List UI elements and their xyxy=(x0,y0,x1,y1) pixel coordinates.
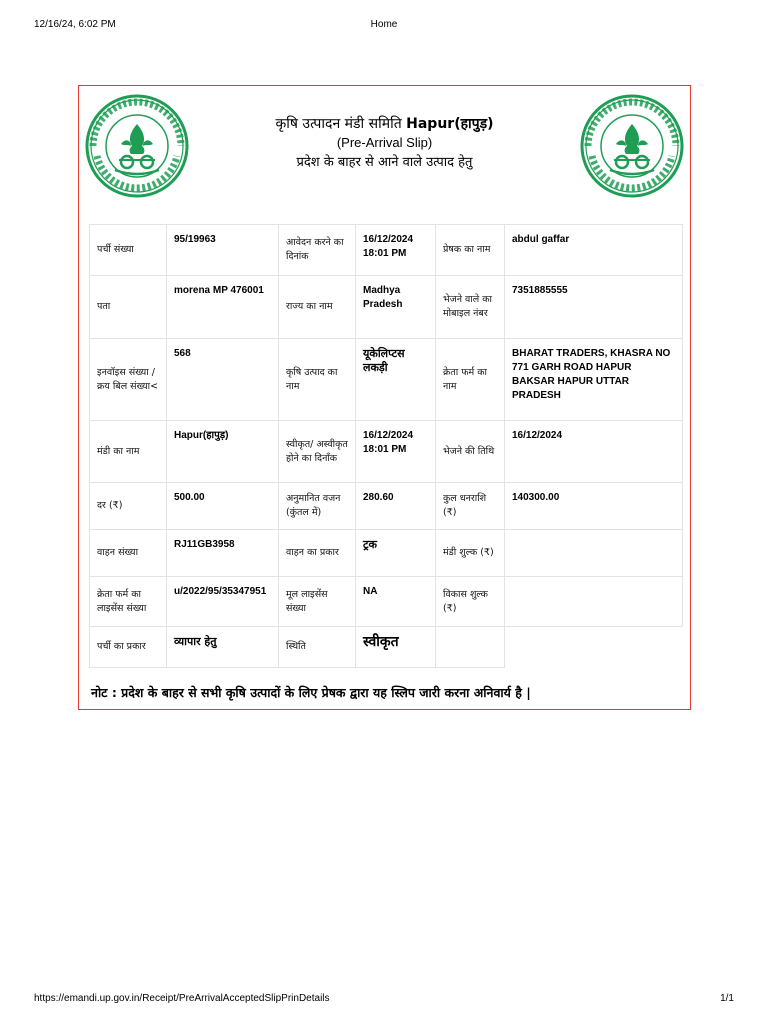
field-value: 500.00 xyxy=(167,483,279,530)
table-row xyxy=(90,421,683,483)
field-label: कुल धनराशि (₹) xyxy=(436,483,505,530)
heading-purpose: प्रदेश के बाहर से आने वाले उत्पाद हेतु xyxy=(296,155,473,170)
field-value: 95/19963 xyxy=(167,225,279,276)
empty-cell xyxy=(505,627,683,668)
field-value: 16/12/2024 18:01 PM xyxy=(356,225,436,276)
field-label: प्रेषक का नाम xyxy=(436,225,505,276)
field-value: 280.60 xyxy=(356,483,436,530)
field-label: विकास शुल्क (₹) xyxy=(436,577,505,627)
table-row xyxy=(90,530,683,577)
page-url: https://emandi.up.gov.in/Receipt/PreArrivalAcceptedSlipPrinDetails xyxy=(34,993,330,1004)
field-value: 16/12/2024 xyxy=(505,421,683,483)
field-value: BHARAT TRADERS, KHASRA NO 771 GARH ROAD HAPUR BAKSAR HAPUR UTTAR PRADESH xyxy=(505,339,683,421)
mandi-parishad-seal-icon xyxy=(85,94,189,198)
slip-note: नोट : प्रदेश के बाहर से सभी कृषि उत्पादों के लिए प्रेषक द्वारा यह स्लिप जारी करना अनिवार्य है | xyxy=(91,685,531,700)
print-footer xyxy=(34,993,734,1007)
heading-city: Hapur(हापुड़) xyxy=(406,116,494,132)
table-row xyxy=(90,483,683,530)
field-label: स्वीकृत/ अस्वीकृत होने का दिनाँक xyxy=(279,421,356,483)
heading-org: कृषि उत्पादन मंडी समिति xyxy=(275,116,402,132)
field-label: भेजने की तिथि xyxy=(436,421,505,483)
table-row xyxy=(90,577,683,627)
page-count: 1/1 xyxy=(720,993,734,1004)
field-label: पर्ची का प्रकार xyxy=(90,627,167,668)
field-value: ट्रक xyxy=(356,530,436,577)
field-value: RJ11GB3958 xyxy=(167,530,279,577)
field-value: u/2022/95/35347951 xyxy=(167,577,279,627)
field-value: Madhya Pradesh xyxy=(356,276,436,339)
heading-slip-name: (Pre-Arrival Slip) xyxy=(336,135,433,150)
field-label: भेजने वाले का मोबाइल नंबर xyxy=(436,276,505,339)
heading-title xyxy=(199,114,570,134)
field-label: आवेदन करने का दिनांक xyxy=(279,225,356,276)
field-label: स्थिति xyxy=(279,627,356,668)
field-value: स्वीकृत xyxy=(356,627,436,668)
field-label: मंडी शुल्क (₹) xyxy=(436,530,505,577)
print-header xyxy=(34,19,734,33)
field-label: कृषि उत्पाद का नाम xyxy=(279,339,356,421)
field-label: राज्य का नाम xyxy=(279,276,356,339)
field-value: 16/12/2024 18:01 PM xyxy=(356,421,436,483)
field-label: अनुमानित वजन (कुंतल में) xyxy=(279,483,356,530)
field-label: पर्ची संख्या xyxy=(90,225,167,276)
field-label: मंडी का नाम xyxy=(90,421,167,483)
mandi-parishad-seal-icon xyxy=(580,94,684,198)
field-value xyxy=(505,530,683,577)
slip-details-table xyxy=(89,224,683,668)
field-value: 568 xyxy=(167,339,279,421)
field-value: abdul gaffar xyxy=(505,225,683,276)
field-value: यूकेलिप्टस लकड़ी xyxy=(356,339,436,421)
field-label: वाहन का प्रकार xyxy=(279,530,356,577)
field-label: वाहन संख्या xyxy=(90,530,167,577)
field-value: व्यापार हेतु xyxy=(167,627,279,668)
field-label: पता xyxy=(90,276,167,339)
field-label: इनवॉइस संख्या / क्रय बिल संख्या< xyxy=(90,339,167,421)
field-label: क्रेता फर्म का लाइसेंस संख्या xyxy=(90,577,167,627)
pre-arrival-slip xyxy=(78,85,691,710)
field-value: 140300.00 xyxy=(505,483,683,530)
field-value: NA xyxy=(356,577,436,627)
print-datetime: 12/16/24, 6:02 PM xyxy=(34,19,116,30)
slip-heading xyxy=(199,114,570,174)
field-value: morena MP 476001 xyxy=(167,276,279,339)
field-value: Hapur(हापुड़) xyxy=(167,421,279,483)
field-label xyxy=(436,627,505,668)
table-row xyxy=(90,225,683,276)
table-row xyxy=(90,339,683,421)
field-label: क्रेता फर्म का नाम xyxy=(436,339,505,421)
field-value: 7351885555 xyxy=(505,276,683,339)
print-page-title: Home xyxy=(370,19,398,30)
field-value xyxy=(505,577,683,627)
table-row xyxy=(90,276,683,339)
field-label: मूल लाइसेंस संख्या xyxy=(279,577,356,627)
table-row xyxy=(90,627,683,668)
field-label: दर (₹) xyxy=(90,483,167,530)
